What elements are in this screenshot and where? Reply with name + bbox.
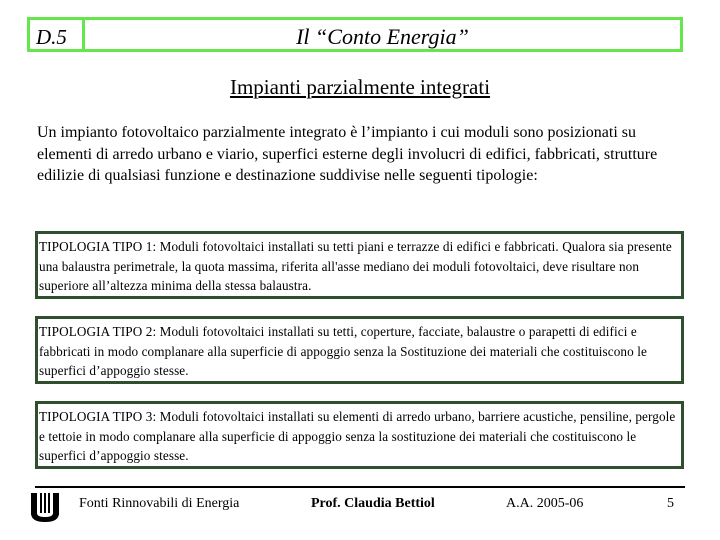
footer-professor: Prof. Claudia Bettiol bbox=[311, 496, 435, 511]
type-1-label: TIPOLOGIA TIPO 1 bbox=[39, 239, 153, 254]
type-2-box bbox=[35, 316, 684, 384]
footer-page-number: 5 bbox=[667, 496, 674, 511]
section-subtitle bbox=[0, 75, 720, 100]
intro-paragraph: Un impianto fotovoltaico parzialmente integrato è l’impianto i cui moduli sono posizionati su elementi di arredo urbano e viario, superfici esterne degli involucri di edifici, fabbricati, strutture edilizie di qualsiasi funzione e destinazione suddivise nelle seguenti tipologie: bbox=[37, 124, 658, 184]
type-3-label: TIPOLOGIA TIPO 3: bbox=[39, 409, 157, 424]
type-2-text: : Moduli fotovoltaici installati su tetti, coperture, facciate, balaustre o parapetti di edifici e fabbricati in modo complanare alla superficie di appoggio senza la Sostituzione dei materiali che costituiscono le superfici d’appoggio stesse. bbox=[39, 324, 647, 378]
type-3-box bbox=[35, 401, 684, 469]
footer-academic-year: A.A. 2005-06 bbox=[506, 496, 584, 511]
footer-course: Fonti Rinnovabili di Energia bbox=[79, 496, 240, 511]
type-2-label: TIPOLOGIA TIPO 2 bbox=[39, 324, 153, 339]
slide-title: Il “Conto Energia” bbox=[296, 24, 469, 49]
header-bar bbox=[27, 17, 683, 52]
section-subtitle-text: Impianti parzialmente integrati bbox=[229, 75, 491, 99]
slide-code: D.5 bbox=[36, 25, 67, 49]
type-3-text: Moduli fotovoltaici installati su elementi di arredo urbano, barriere acustiche, pensiline, pergole e tettoie in modo complanare alla superficie di appoggio senza la sostituzione dei materiali che costituiscono le superfici d’appoggio stesse. bbox=[39, 409, 676, 463]
type-1-text: : Moduli fotovoltaici installati su tetti piani e terrazze di edifici e fabbricati. Qualora sia presente una balaustra perimetrale, la quota massima, riferita all'asse mediano dei moduli fotovoltaici, deve risultare non superiore all’altezza minima della stessa balaustra. bbox=[39, 239, 672, 293]
type-1-box bbox=[35, 231, 684, 299]
university-logo-icon bbox=[30, 491, 60, 523]
footer-rule bbox=[35, 486, 685, 488]
